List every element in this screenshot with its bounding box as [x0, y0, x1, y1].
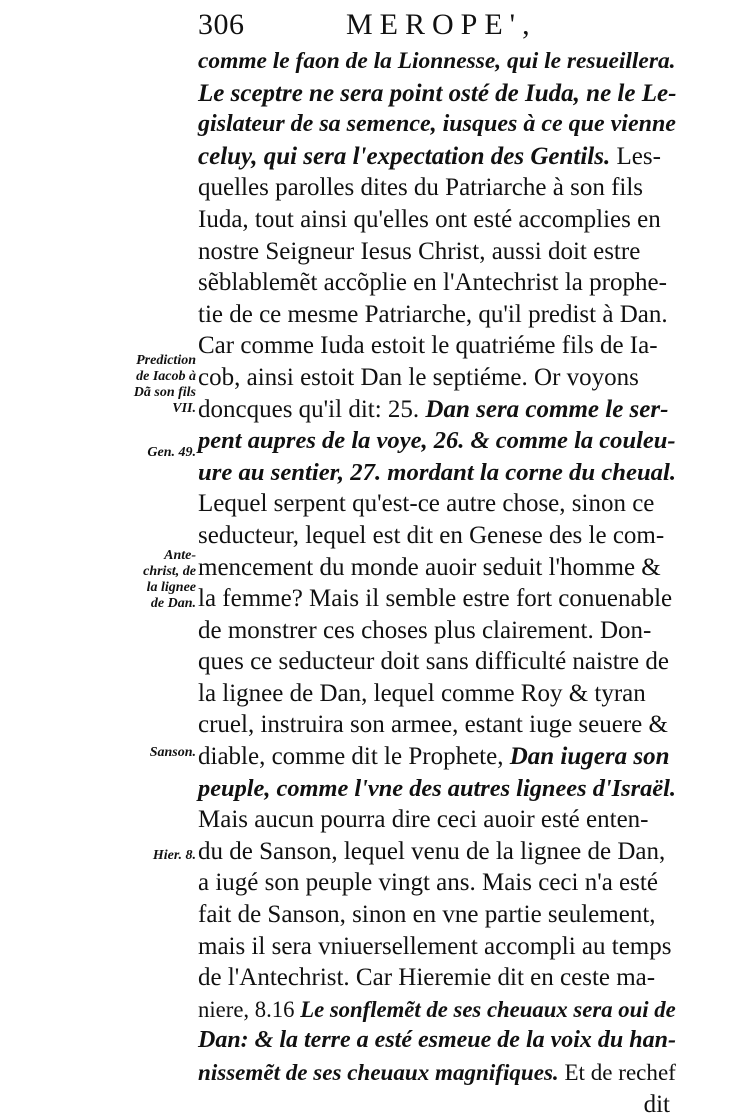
italic-segment: comme le faon de la Lionnesse, qui le resueillera. [198, 48, 676, 74]
italic-segment: Dan iugera son [509, 743, 670, 771]
text-segment: a iugé son peuple vingt ans. Mais ceci n'a esté [198, 869, 658, 897]
margin-note-sanson [108, 745, 196, 761]
text-segment: sẽblablemẽt accõplie en l'Antechrist la prophe- [198, 269, 667, 297]
text-segment: de monstrer ces choses plus clairement. Don- [198, 616, 652, 644]
margin-note-prediction [108, 353, 196, 417]
text-segment: Mais aucun pourra dire ceci auoir esté enten- [198, 806, 649, 834]
text-line [198, 741, 676, 773]
text-line [198, 867, 676, 899]
text-segment: du de Sanson, lequel venu de la lignee de Dan, [198, 837, 666, 865]
text-line [198, 773, 676, 805]
text-segment: fait de Sanson, sinon en vne partie seulement, [198, 901, 656, 929]
text-line [198, 362, 676, 394]
text-segment: niere, 8.16 [198, 996, 301, 1022]
italic-segment: Dan: & la terre a esté esmeue de la voix du han- [198, 1027, 676, 1054]
margin-note-genesis [108, 445, 196, 461]
margin-note-line: christ, de [143, 564, 196, 579]
italic-segment: Dan sera comme le ser- [425, 395, 669, 423]
text-segment: diable, comme dit le Prophete, [198, 743, 510, 771]
text-line [198, 1025, 676, 1057]
text-line [198, 141, 676, 173]
text-segment: tie de ce mesme Patriarche, qu'il predist à Dan. [198, 300, 668, 328]
text-segment: Et de rechef [558, 1059, 676, 1085]
margin-note-line: VII. [172, 401, 196, 416]
text-segment: de l'Antechrist. Car Hieremie dit en ceste ma- [198, 964, 656, 992]
italic-segment: celuy, qui sera l'expectation des Gentils. [198, 142, 611, 170]
text-line [198, 709, 676, 741]
text-segment: doncques qu'il dit: 25. [198, 395, 426, 423]
text-segment: dit [643, 1090, 670, 1118]
text-line [198, 994, 676, 1026]
text-line [198, 78, 676, 110]
text-line [198, 267, 676, 299]
text-line [198, 488, 676, 520]
text-line [198, 962, 676, 994]
text-line [198, 836, 676, 868]
italic-segment: Le sceptre ne sera point osté de Iuda, ne le Le- [198, 79, 677, 107]
page-number: 306 [198, 8, 245, 41]
text-line [198, 457, 676, 489]
body-text [198, 46, 676, 1120]
text-segment: quelles parolles dites du Patriarche à son fils [198, 174, 644, 202]
italic-segment: peuple, comme l'vne des autres lignees d'Israël. [198, 774, 676, 802]
text-line [198, 299, 676, 331]
margin-note-line: Gen. 49. [147, 445, 196, 460]
margin-note-line: la lignee [146, 580, 196, 595]
text-segment: cruel, instruira son armee, estant iuge seuere & [198, 711, 668, 739]
text-line [198, 1057, 676, 1089]
text-line [198, 1089, 676, 1120]
margin-note-line: Dã son fils [133, 385, 196, 400]
italic-segment: pent aupres de la voye, 26. & comme la couleu- [198, 427, 676, 455]
text-segment: Lequel serpent qu'est-ce autre chose, sinon ce [198, 490, 655, 518]
text-segment: mais il sera vniuersellement accompli au temps [198, 932, 672, 960]
italic-segment: ure au sentier, 27. mordant la corne du cheual. [198, 458, 677, 486]
margin-note-line: de Iacob à [136, 369, 196, 384]
text-line [198, 425, 676, 457]
text-line [198, 394, 676, 426]
italic-segment: gislateur de sa semence, iusques à ce que vienne [198, 111, 676, 138]
text-line [198, 552, 676, 584]
text-line [198, 899, 676, 931]
text-segment: Les- [610, 142, 661, 170]
text-segment: cob, ainsi estoit Dan le septiéme. Or voyons [198, 363, 639, 391]
text-line [198, 583, 676, 615]
margin-note-line: Hier. 8. [152, 848, 196, 863]
margin-note-line: Sanson. [149, 745, 196, 760]
text-segment: la femme? Mais il semble estre fort conuenable [198, 585, 673, 613]
margin-note-line: Prediction [136, 353, 196, 368]
text-line [198, 931, 676, 963]
text-segment: Car comme Iuda estoit le quatriéme fils de Ia- [198, 332, 658, 360]
text-line [198, 330, 676, 362]
text-segment: ques ce seducteur doit sans difficulté naistre de [198, 648, 669, 676]
text-line [198, 172, 676, 204]
text-line [198, 520, 676, 552]
margin-note-line: Ante- [164, 548, 196, 563]
italic-segment: nissemẽt de ses cheuaux magnifiques. [198, 1059, 559, 1085]
page-header [198, 8, 678, 48]
text-line [198, 804, 676, 836]
italic-segment: Le sonflemẽt de ses cheuaux sera oui de [300, 996, 676, 1022]
margin-note-hieremie [108, 848, 196, 864]
text-line [198, 236, 676, 268]
text-segment: seducteur, lequel est dit en Genese des le com- [198, 521, 665, 549]
margin-note-antechrist [108, 548, 196, 612]
text-line [198, 615, 676, 647]
text-line [198, 46, 676, 78]
text-line [198, 678, 676, 710]
text-line [198, 109, 676, 141]
text-segment: la lignee de Dan, lequel comme Roy & tyran [198, 679, 646, 707]
text-segment: Iuda, tout ainsi qu'elles ont esté accomplies en [198, 205, 661, 233]
margin-note-line: de Dan. [150, 596, 196, 611]
text-line [198, 204, 676, 236]
text-segment: nostre Seigneur Iesus Christ, aussi doit estre [198, 237, 641, 265]
text-line [198, 646, 676, 678]
text-segment: mencement du monde auoir seduit l'homme & [198, 553, 661, 581]
running-title: MEROPE', [346, 8, 537, 41]
